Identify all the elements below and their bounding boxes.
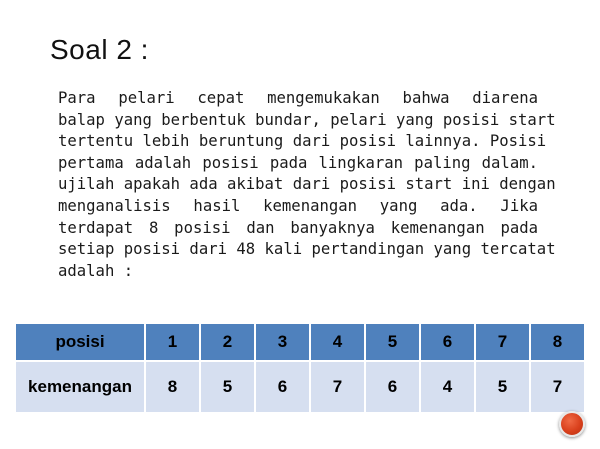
header-cell: 4: [310, 323, 365, 361]
value-cell: 5: [475, 361, 530, 413]
header-cell: 2: [200, 323, 255, 361]
header-cell: 6: [420, 323, 475, 361]
value-cell: 5: [200, 361, 255, 413]
paragraph-line: menganalisis hasil kemenangan yang ada. Jika: [58, 196, 538, 215]
paragraph-line: adalah :: [58, 261, 134, 280]
header-cell: 8: [530, 323, 585, 361]
paragraph-line: pertama adalah posisi pada lingkaran paling dalam.: [58, 153, 538, 172]
value-cell: 7: [530, 361, 585, 413]
header-cell: 3: [255, 323, 310, 361]
paragraph-line: terdapat 8 posisi dan banyaknya kemenangan pada: [58, 218, 538, 237]
paragraph-line: balap yang berbentuk bundar, pelari yang posisi start: [58, 110, 556, 129]
data-table: [14, 322, 586, 414]
header-cell: 1: [145, 323, 200, 361]
paragraph-line: setiap posisi dari 48 kali pertandingan yang tercatat: [58, 240, 556, 259]
table-header-row: [15, 323, 585, 361]
header-cell: 7: [475, 323, 530, 361]
paragraph-line: ujilah apakah ada akibat dari posisi start ini dengan: [58, 175, 556, 194]
row-label-cell: kemenangan: [15, 361, 145, 413]
paragraph-line: Para pelari cepat mengemukakan bahwa diarena: [58, 89, 538, 107]
header-label-cell: posisi: [15, 323, 145, 361]
header-cell: 5: [365, 323, 420, 361]
orange-circle-button-icon[interactable]: [559, 411, 585, 437]
value-cell: 6: [365, 361, 420, 413]
paragraph-line: tertentu lebih beruntung dari posisi lainnya. Posisi: [58, 132, 547, 151]
value-cell: 6: [255, 361, 310, 413]
table-row: [15, 361, 585, 413]
page-title: Soal 2 :: [50, 34, 149, 65]
value-cell: 8: [145, 361, 200, 413]
problem-paragraph: [58, 88, 556, 282]
value-cell: 4: [420, 361, 475, 413]
value-cell: 7: [310, 361, 365, 413]
